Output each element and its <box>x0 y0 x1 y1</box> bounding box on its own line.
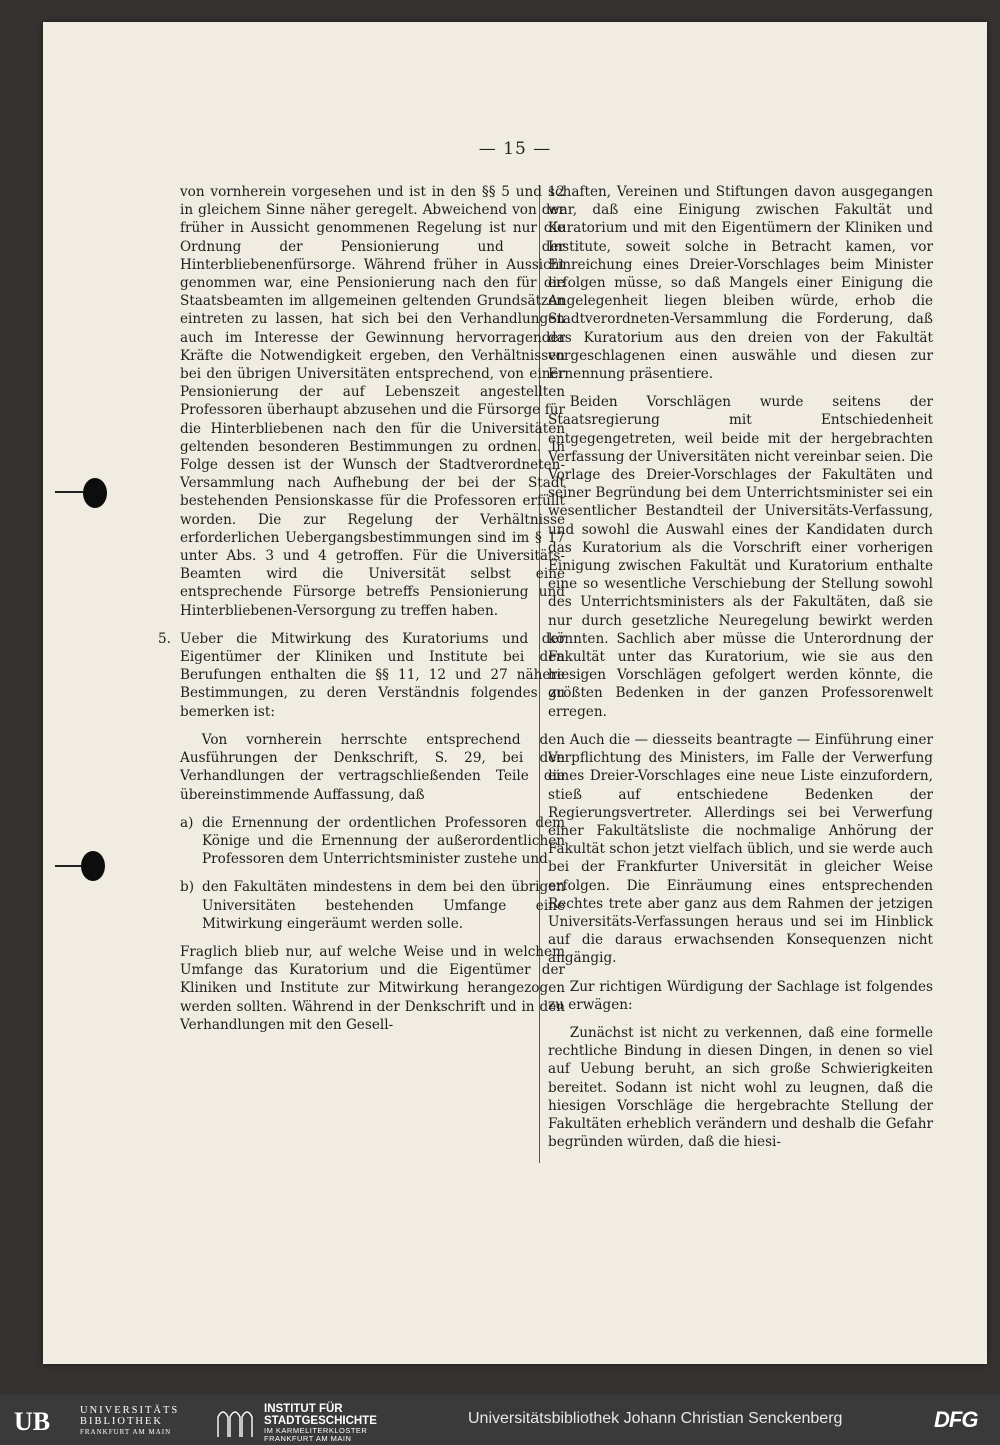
paragraph: Zunächst ist nicht zu verkennen, daß eine formelle rechtliche Bindung in diesen Dingen, in denen so viel auf Uebung beruht, an sich große Schwierigkeiten bereitet. Sodann ist nicht wohl zu leugnen, daß die hiesigen Vorschläge die hergebrachte Stellung der Fakultäten erheblich verändern und deshalb die Gefahr begründen würden, daß die hiesi- <box>548 1024 933 1151</box>
isg-line2: STADTGESCHICHTE <box>264 1415 377 1427</box>
paragraph: Von vornherein herrschte entsprechend den Ausführungen der Denkschrift, S. 29, bei den Verhandlungen der vertragschließenden Teile die übereinstimmende Auffassung, daß <box>180 731 565 803</box>
isg-line4: FRANKFURT AM MAIN <box>264 1434 352 1443</box>
list-label: b) <box>180 879 195 896</box>
left-column <box>158 183 565 1034</box>
list-text: den Fakultäten mindestens in dem bei den übrigen Universitäten bestehenden Umfange eine Mitwirkung eingeräumt werden solle. <box>202 879 565 932</box>
arches-icon <box>216 1403 256 1437</box>
footer-title[interactable]: Universitätsbibliothek Johann Christian Senckenberg <box>468 1410 843 1427</box>
punch-hole-bottom <box>81 851 105 881</box>
punch-hole-top <box>83 478 107 508</box>
isg-line3: IM KARMELITERKLOSTER <box>264 1426 368 1435</box>
item-number: 5. <box>158 630 171 647</box>
paragraph: Beiden Vorschlägen wurde seitens der Staatsregierung mit Entschiedenheit entgegengetreten, weil beide mit der hergebrachten Verfassung der Universitäten nicht vereinbar seien. Die Vorlage des Dreier-Vorschlages der Fakultäten und seiner Begründung bei dem Unterrichtsminister sei ein wesentlicher Bestandteil der Universitäts-Verfassung, und sowohl die Auswahl eines der Kandidaten durch das Kuratorium als die Vorschrift einer vorherigen Einigung zwischen Fakultät und Kuratorium enthalte eine so wesentliche Verschiebung der Stellung sowohl des Unterrichtsministers als der Fakultäten, daß sie nur durch gesetzliche Neuregelung bewirkt werden könnten. Sachlich aber müsse die Unterordnung der Fakultät unter das Kuratorium, wie sie aus den hiesigen Vorschlägen gefolgert werden könnte, die größten Bedenken in der ganzen Professorenwelt erregen. <box>548 394 933 720</box>
paragraph: von vornherein vorgesehen und ist in den §§ 5 und 12 in gleichem Sinne näher geregelt. Abweichend von der früher in Aussicht genommenen Regelung ist nur die Ordnung der Pensionierung und der Hinterbliebenenfürsorge. Während früher in Aussicht genommen war, eine Pensionierung nach den für die Staatsbeamten im allgemeinen geltenden Grundsätzen eintreten zu lassen, hat sich bei den Verhandlungen auch im Interesse der Gewinnung hervorragender Kräfte die Notwendigkeit ergeben, den Verhältnissen bei den übrigen Universitäten entsprechend, von einer Pensionierung der auf Lebenszeit angestellten Professoren überhaupt abzusehen und die Fürsorge für die Hinterbliebenen nach den für die Universitäten geltenden besonderen Bestimmungen zu ordnen. In Folge dessen ist der Wunsch der Stadtverordneten-Versammlung nach Aufhebung der bei der Stadt bestehenden Pensionskasse für die Professoren erfüllt worden. Die zur Regelung der Verhältnisse erforderlichen Uebergangsbestimmungen sind im § 17 unter Abs. 3 und 4 getroffen. Für die Universitäts-Beamten wird die Universität selbst eine entsprechende Fürsorge betreffs Pensionierung und Hinterbliebenen-Versorgung zu treffen haben. <box>180 184 565 619</box>
paragraph: schaften, Vereinen und Stiftungen davon ausgegangen war, daß eine Einigung zwischen Fakultät und Kuratorium und mit den Eigentümern der Kliniken und Institute, soweit solche in Betracht kamen, vor Einreichung eines Dreier-Vorschlages beim Minister erfolgen müsse, so daß Mangels einer Einigung die Angelegenheit liegen bleiben würde, erhob die Stadtverordneten-Versammlung die Forderung, daß das Kuratorium aus den dreien von der Fakultät vorgeschlagenen einen auswähle und diesen zur Ernennung präsentiere. <box>548 184 933 383</box>
isg-line1: INSTITUT FÜR <box>264 1403 343 1415</box>
paragraph: Fraglich blieb nur, auf welche Weise und in welchem Umfange das Kuratorium und die Eigentümer der Kliniken und Institute zur Mitwirkung herangezogen werden sollten. Während in der Denkschrift und in den Verhandlungen mit den Gesell- <box>180 943 565 1033</box>
isg-logo-text <box>264 1403 377 1443</box>
footer-bar <box>0 1395 1000 1445</box>
ub-logo[interactable] <box>14 1403 194 1437</box>
list-text: die Ernennung der ordentlichen Professoren dem Könige und die Ernennung der außerordentlichen Professoren dem Unterrichtsminister zustehe und <box>202 814 565 868</box>
punch-hole-guide-top <box>55 491 83 493</box>
list-item-a <box>180 814 565 869</box>
dfg-logo[interactable]: DFG <box>934 1407 978 1432</box>
ub-line2: BIBLIOTHEK <box>80 1416 163 1427</box>
page-number: — 15 — <box>478 139 552 159</box>
list-item-b <box>180 878 565 933</box>
list-label: a) <box>180 814 194 831</box>
ub-line1: UNIVERSITÄTS <box>80 1405 180 1416</box>
item-text: Ueber die Mitwirkung des Kuratoriums und der Eigentümer der Kliniken und Institute bei den Berufungen enthalten die §§ 11, 12 und 27 nähere Bestimmungen, zu deren Verständnis folgendes zu bemerken ist: <box>180 630 565 720</box>
ub-line3: FRANKFURT AM MAIN <box>80 1428 172 1436</box>
isg-logo[interactable] <box>216 1401 416 1443</box>
punch-hole-guide-bottom <box>55 865 83 867</box>
ub-mark: UB <box>14 1407 51 1436</box>
document-page <box>43 22 987 1364</box>
paragraph: Auch die — diesseits beantragte — Einführung einer Verpflichtung des Ministers, im Falle der Verwerfung eines Dreier-Vorschlages eine neue Liste einzufordern, stieß auf entschiedene Bedenken der Regierungsvertreter. Allerdings sei bei Verwerfung einer Fakultätsliste die nochmalige Anhörung der Fakultät schon jetzt vielfach üblich, und sie werde auch bei der Frankfurter Universität in gleicher Weise erfolgen. Die Einräumung eines entsprechenden Rechtes trete aber ganz aus dem Rahmen der jetzigen Universitäts-Verfassungen heraus und sei im Hinblick auf die daraus erwachsenden Konsequenzen nicht angängig. <box>548 731 933 967</box>
ub-logo-text <box>80 1405 179 1438</box>
right-column <box>548 183 933 1151</box>
numbered-item-5 <box>158 630 565 721</box>
paragraph: Zur richtigen Würdigung der Sachlage ist folgendes zu erwägen: <box>548 978 933 1013</box>
